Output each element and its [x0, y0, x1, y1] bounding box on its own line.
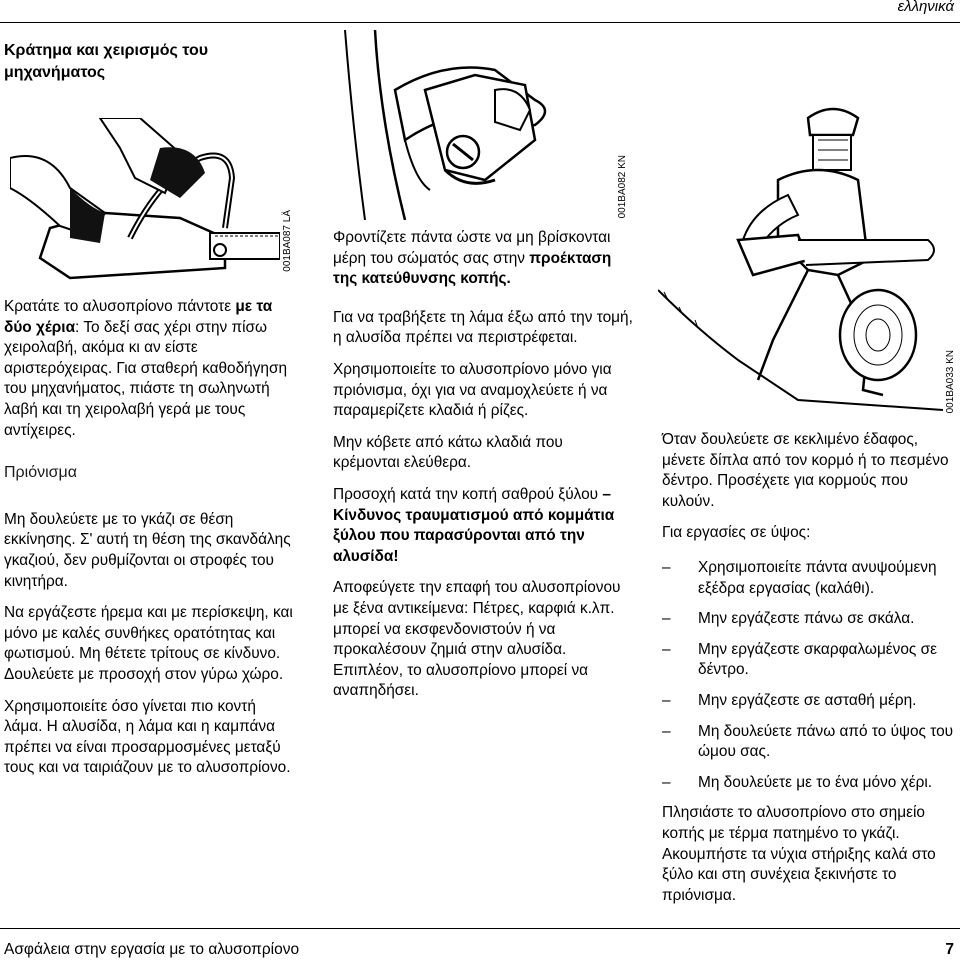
left-text: [4, 297, 296, 790]
left-paragraph-3: Χρησιμοποιείτε όσο γίνεται πιο κοντή λάμα. Η αλυσίδα, η λάμα και η καμπάνα πρέπει να είναι προσαρμοσμένες μεταξύ τους και να ταιριάζουν με το αλυσοπρίονο.: [4, 697, 291, 777]
list-item: – Μην εργάζεστε σκαρφαλωμένος σε δέντρο.: [662, 640, 937, 679]
height-work-list: [662, 558, 954, 793]
hold-bold-a: Κρατάτε το αλυσοπρίονο πάντοτε: [4, 298, 232, 315]
middle-paragraph-1: Για να τραβήξετε τη λάμα έξω από την τομή, η αλυσίδα πρέπει να περιστρέφεται.: [333, 308, 633, 347]
dash-marker: –: [662, 773, 671, 791]
dash-marker: –: [662, 722, 671, 740]
middle-paragraph-2: Χρησιμοποιείτε το αλυσοπρίονο μόνο για πριόνισμα, όχι για να αναμοχλεύετε ή να παραμερίζετε κλαδιά ή ρίζες.: [333, 360, 612, 420]
footer-rule: [0, 928, 960, 929]
dash-marker: –: [662, 558, 671, 576]
list-item: – Χρησιμοποιείτε πάντα ανυψούμενη εξέδρα εργασίας (καλάθι).: [662, 558, 937, 597]
list-item: – Μην εργάζεστε πάνω σε σκάλα.: [662, 609, 954, 630]
hold-paragraph: [4, 297, 296, 441]
cut-caption: [333, 228, 633, 290]
list-item: – Μη δουλεύετε με το ένα μόνο χέρι.: [662, 773, 954, 794]
rotten-wood-text: Προσοχή κατά την κοπή σαθρού ξύλου: [333, 485, 599, 503]
figure-cut-direction: [335, 30, 620, 220]
header-rule: [0, 22, 960, 23]
middle-column: [333, 228, 633, 713]
language-label: ελληνικά: [897, 0, 954, 15]
section-title-sawing: Πριόνισμα: [4, 464, 78, 482]
left-paragraph-2: Να εργάζεστε ήρεμα και με περίσκεψη, και μόνο με καλές συνθήκες ορατότητας και φωτισμού. Μη θέτετε τρίτους σε κίνδυνο. Δουλεύετε με προσοχή στον γύρω χώρο.: [4, 604, 293, 683]
list-item: – Μη δουλεύετε πάνω από το ύψος του ώμου σας.: [662, 722, 954, 761]
figure-code-slope: 001BA033 KN: [945, 350, 956, 414]
right-paragraph-3: Πλησιάστε το αλυσοπρίονο στο σημείο κοπής με τέρμα πατημένο το γκάζι. Ακουμπήστε τα νύχια στήριξης καλά στο ξύλο και στη συνέχεια ξεκινήστε το πριόνισμα.: [662, 804, 936, 904]
dash-marker: –: [662, 640, 671, 658]
middle-paragraph-3: Μην κόβετε από κάτω κλαδιά που κρέμονται ελεύθερα.: [333, 433, 563, 472]
page-number: 7: [945, 941, 954, 958]
dash-marker: –: [662, 691, 671, 709]
figure-slope-cutting: [658, 100, 943, 420]
figure-chainsaw-grip: [10, 118, 280, 288]
dash-marker: –: [662, 610, 671, 628]
section-title-handling: Κράτημα και χειρισμός του μηχανήματος: [4, 42, 209, 81]
rotten-wood-warning: – Κίνδυνος τραυματισμού από κομμάτια ξύλου που παρασύρονται από την αλυσίδα!: [333, 485, 615, 565]
left-column: [4, 40, 296, 95]
figure-code-cut: 001BA082 KN: [617, 155, 628, 219]
cut-caption-a: Φροντίζετε πάντα ώστε να μη βρίσκονται μέρη του σώματός σας στην: [333, 229, 611, 267]
left-paragraph-1: Μη δουλεύετε με το γκάζι σε θέση εκκίνησης. Σ' αυτή τη θέση της σκανδάλης γκαζιού, δεν ρυθμίζονται οι στροφές του κινητήρα.: [4, 510, 291, 590]
footer-title: Ασφάλεια στην εργασία με το αλυσοπρίονο: [4, 941, 300, 958]
middle-paragraph-5: Αποφεύγετε την επαφή του αλυσοπρίονου με ξένα αντικείμενα: Πέτρες, καρφιά κ.λπ. μπορεί να εκσφενδονιστούν ή να προκαλέσουν ζημιά στην αλυσίδα. Επιπλέον, το αλυσοπρίονο μπορεί να αναπηδήσει.: [333, 579, 621, 700]
figure-code-grip: 001BA087 LÄ: [282, 210, 293, 272]
list-item: – Μην εργάζεστε σε ασταθή μέρη.: [662, 691, 954, 712]
cut-caption-bold: προέκταση της κατεύθυνσης κοπής.: [333, 249, 612, 288]
right-paragraph-2: Για εργασίες σε ύψος:: [662, 524, 811, 542]
hold-bold-b: με τα δύο χέρια: [4, 298, 273, 336]
right-paragraph-1: Όταν δουλεύετε σε κεκλιμένο έδαφος, μένετε δίπλα από τον κορμό ή το πεσμένο δέντρο. Προσέχετε για κορμούς που κυλούν.: [662, 431, 949, 510]
right-column: [662, 430, 954, 917]
hold-rest: : Το δεξί σας χέρι στην πίσω χειρολαβή, ακόμα κι αν είστε αριστερόχειρας. Για σταθερή καθοδήγηση του μηχανήματος, πιάστε τη σωληνωτή λαβή και τη χειρολαβή γερά με τους αντίχειρες.: [4, 318, 288, 439]
middle-paragraph-4: [333, 485, 633, 567]
